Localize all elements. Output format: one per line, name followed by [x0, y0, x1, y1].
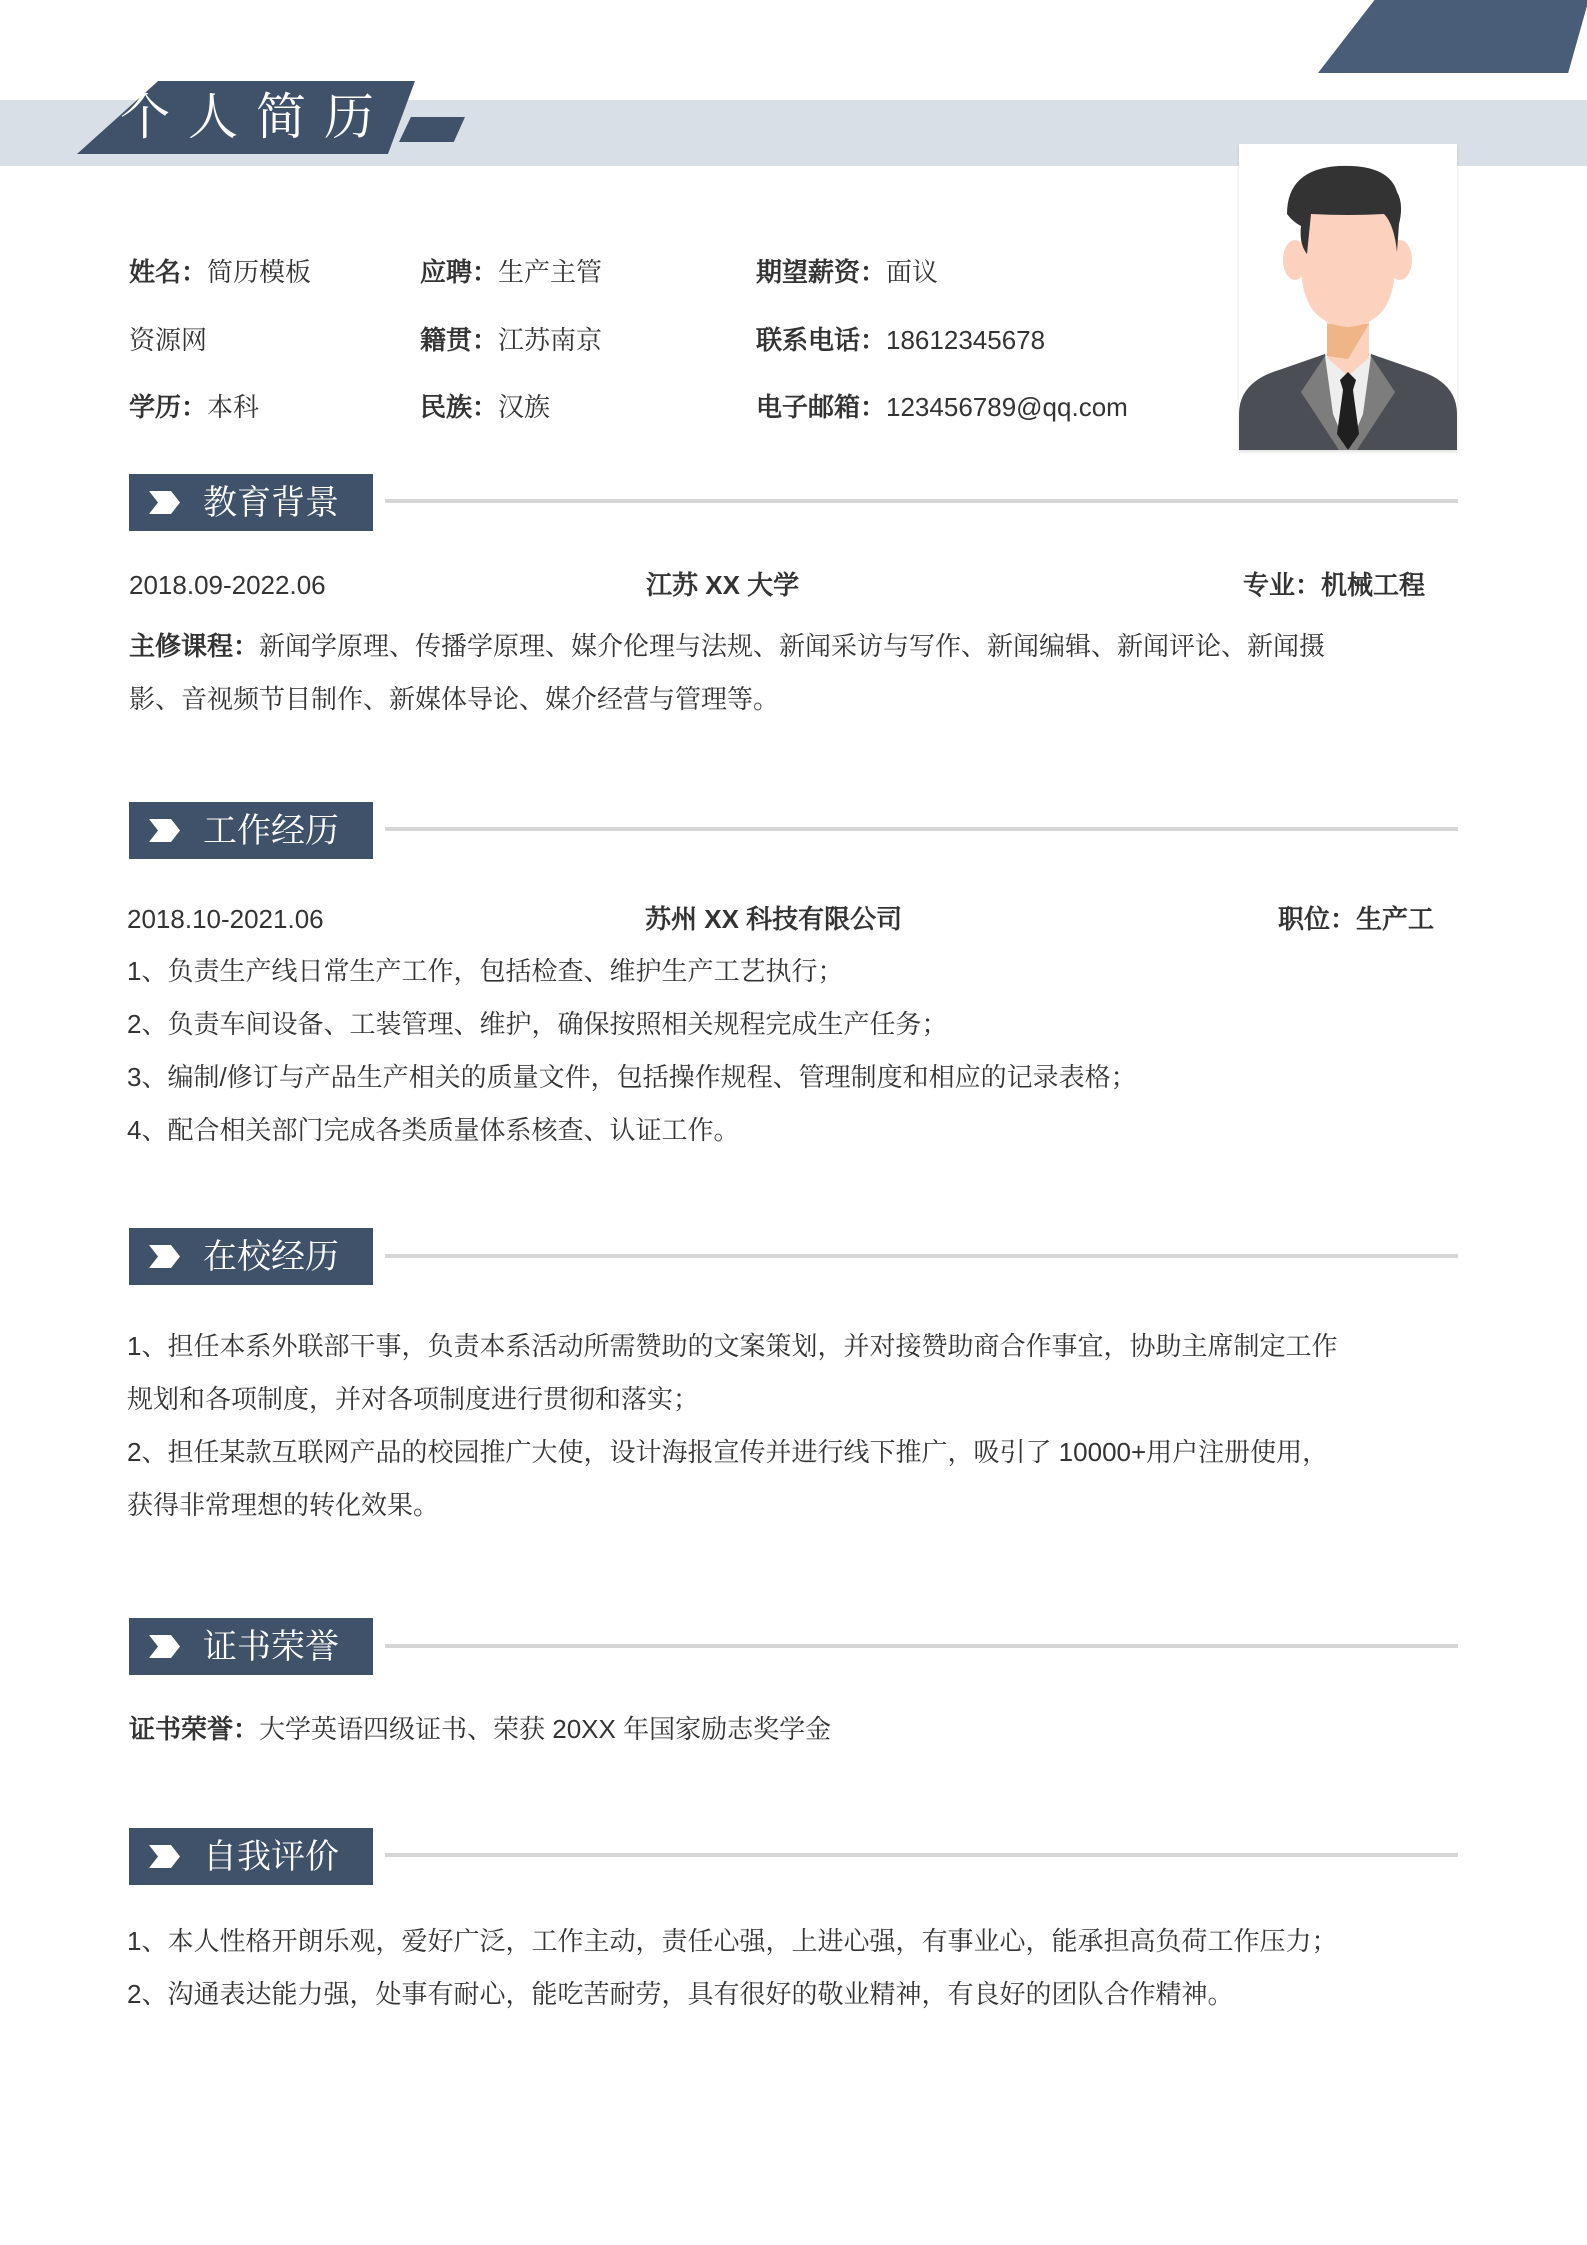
campus-line: 获得非常理想的转化效果。: [127, 1490, 440, 1520]
section-title: 工作经历: [203, 812, 339, 850]
section-title: 证书荣誉: [203, 1628, 339, 1666]
role-label: 职位：: [1278, 904, 1357, 934]
work-company: 苏州 XX 科技有限公司: [645, 904, 903, 934]
section-divider: [385, 827, 1458, 831]
phone-field: [756, 325, 1045, 355]
position-field: [420, 257, 602, 287]
section-title: 在校经历: [203, 1238, 339, 1276]
position-value: 生产主管: [498, 257, 603, 287]
email-value: 123456789@qq.com: [886, 392, 1128, 422]
salary-value: 面议: [886, 257, 939, 287]
work-item: 3、编制/修订与产品生产相关的质量文件，包括操作规程、管理制度和相应的记录表格；: [127, 1062, 1137, 1092]
campus-line: 2、担任某款互联网产品的校园推广大使，设计海报宣传并进行线下推广，吸引了 10000+用户注册使用，: [127, 1437, 1329, 1467]
self-evaluation-line: 1、本人性格开朗乐观，爱好广泛，工作主动，责任心强，上进心强，有事业心，能承担高负荷工作压力；: [127, 1926, 1338, 1956]
section-title: 教育背景: [203, 484, 339, 522]
profile-photo: [1239, 144, 1457, 450]
top-right-decoration: [1318, 0, 1587, 73]
chevron-right-icon: [149, 819, 180, 842]
education-value: 本科: [207, 392, 260, 422]
chevron-right-icon: [149, 1635, 180, 1658]
education-school: 江苏 XX 大学: [646, 570, 800, 600]
section-header-certificates: [129, 1618, 373, 1675]
hometown-field: [420, 325, 602, 355]
major-label: 专业：: [1243, 570, 1322, 600]
name-label: 姓名：: [129, 257, 208, 287]
email-label: 电子邮箱：: [756, 392, 887, 422]
name-value: 简历模板: [207, 257, 312, 287]
section-header-education: [129, 474, 373, 531]
courses-line-1: [129, 631, 1325, 661]
hometown-label: 籍贯：: [420, 325, 499, 355]
phone-value: 18612345678: [886, 325, 1046, 355]
courses-label: 主修课程：: [129, 631, 260, 661]
certificates-text: [129, 1714, 831, 1744]
section-divider: [385, 1853, 1458, 1857]
page-title: 个人简历: [120, 89, 392, 145]
chevron-right-icon: [149, 1245, 180, 1268]
major-value: 机械工程: [1321, 570, 1426, 600]
hometown-value: 江苏南京: [498, 325, 603, 355]
section-header-self-evaluation: [129, 1828, 373, 1885]
courses-text: 新闻学原理、传播学原理、媒介伦理与法规、新闻采访与写作、新闻编辑、新闻评论、新闻摄: [259, 631, 1326, 661]
campus-line: 规划和各项制度，并对各项制度进行贯彻和落实；: [127, 1384, 700, 1414]
section-divider: [385, 1254, 1458, 1258]
salary-label: 期望薪资：: [756, 257, 887, 287]
chevron-right-icon: [149, 1845, 180, 1868]
campus-line: 1、担任本系外联部干事，负责本系活动所需赞助的文案策划，并对接赞助商合作事宜，协助主席制定工作: [127, 1331, 1338, 1361]
section-title: 自我评价: [203, 1838, 339, 1876]
work-item: 1、负责生产线日常生产工作，包括检查、维护生产工艺执行；: [127, 956, 844, 986]
name-value-line2: 资源网: [129, 325, 208, 355]
section-header-work: [129, 802, 373, 859]
education-label: 学历：: [129, 392, 208, 422]
name-field: [129, 257, 311, 287]
courses-line-2: 影、音视频节目制作、新媒体导论、媒介经营与管理等。: [129, 684, 780, 714]
self-evaluation-line: 2、沟通表达能力强，处事有耐心，能吃苦耐劳，具有很好的敬业精神，有良好的团队合作精神。: [127, 1979, 1234, 2009]
salary-field: [756, 257, 938, 287]
role-value: 生产工: [1356, 904, 1435, 934]
work-date: 2018.10-2021.06: [127, 904, 324, 934]
education-major: [1243, 570, 1425, 600]
work-item: 4、配合相关部门完成各类质量体系核查、认证工作。: [127, 1115, 740, 1145]
education-field: [129, 392, 259, 422]
section-header-campus: [129, 1228, 373, 1285]
ethnicity-field: [420, 392, 550, 422]
section-divider: [385, 499, 1458, 503]
ethnicity-value: 汉族: [498, 392, 551, 422]
phone-label: 联系电话：: [756, 325, 887, 355]
section-divider: [385, 1644, 1458, 1648]
work-item: 2、负责车间设备、工装管理、维护，确保按照相关规程完成生产任务；: [127, 1009, 948, 1039]
certificates-label: 证书荣誉：: [129, 1714, 260, 1744]
chevron-right-icon: [149, 491, 180, 514]
avatar-icon: [1239, 144, 1457, 450]
education-date: 2018.09-2022.06: [129, 570, 326, 600]
email-field: [756, 392, 1128, 422]
ethnicity-label: 民族：: [420, 392, 499, 422]
work-role: [1278, 904, 1434, 934]
certificates-value: 大学英语四级证书、荣获 20XX 年国家励志奖学金: [259, 1714, 832, 1744]
position-label: 应聘：: [420, 257, 499, 287]
